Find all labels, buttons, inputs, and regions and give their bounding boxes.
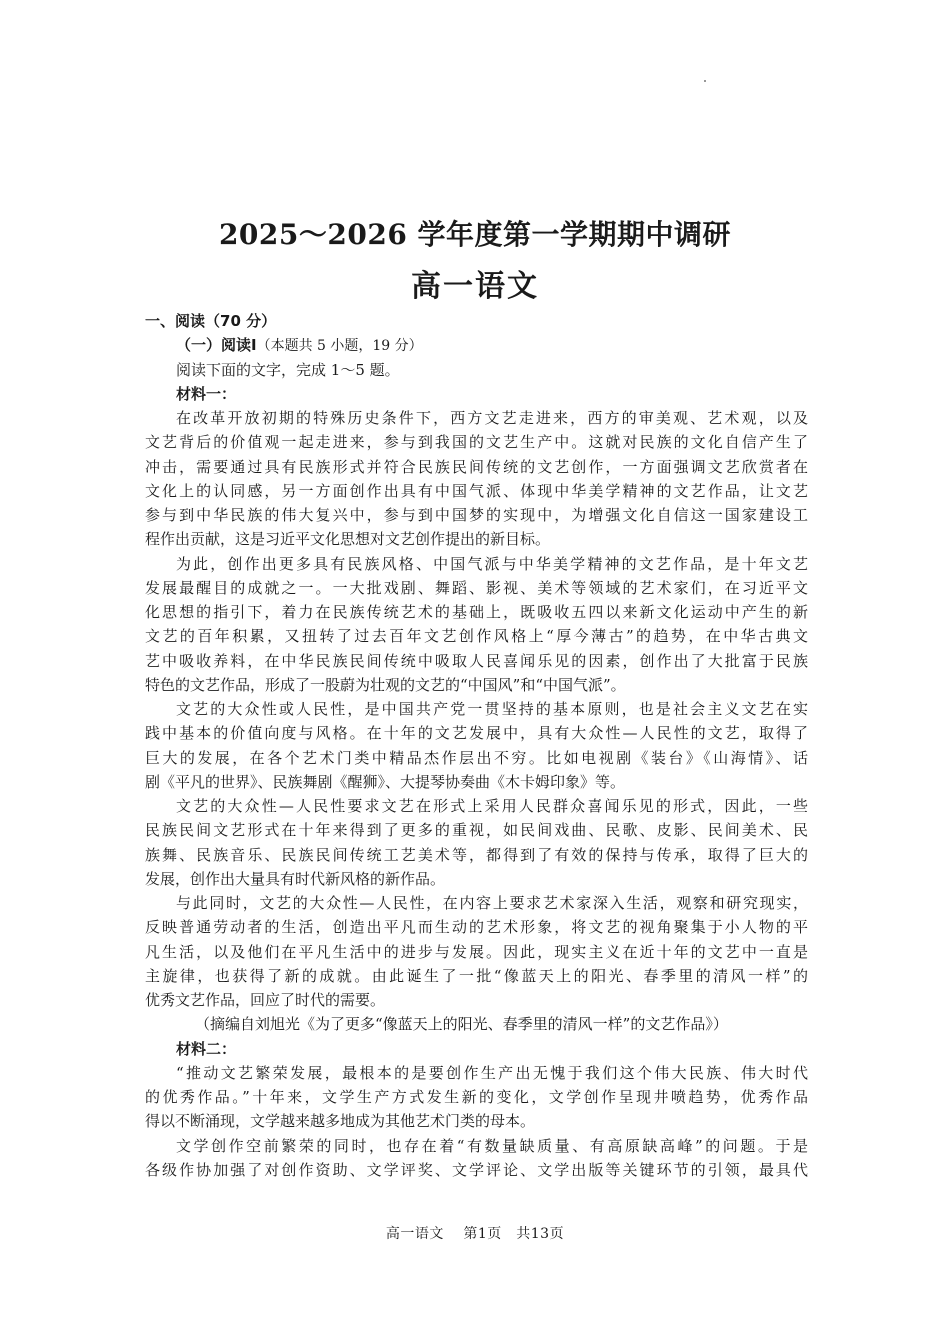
text-line: 参与到中华民族的伟大复兴中，参与到中国梦的实现中，为增强文化自信这一国家建设工 — [145, 506, 808, 524]
section-heading: 一、阅读（70 分） — [145, 312, 277, 330]
instruction: 阅读下面的文字，完成 1～5 题。 — [176, 360, 400, 379]
text-line: 的优秀作品。”十年来，文学生产方式发生新的变化，文学创作呈现井喷趋势，优秀作品 — [145, 1088, 808, 1106]
text-line: 各级作协加强了对创作资助、文学评奖、文学评论、文学出版等关键环节的引领，最具代 — [145, 1160, 808, 1179]
text-line: 发展，创作出大量具有时代新风格的新作品。 — [145, 869, 446, 888]
text-line: 与此同时，文艺的大众性—人民性，在内容上要求艺术家深入生活，观察和研究现实， — [176, 894, 808, 912]
text-line: 冲击，需要通过具有民族形式并符合民族民间传统的文艺创作，一方面强调文艺欣赏者在 — [145, 457, 808, 476]
part-heading — [145, 333, 808, 357]
text-line: 凡生活，以及他们在平凡生活中的进步与发展。因此，现实主义在近十年的文艺中一直是 — [145, 942, 808, 961]
text-line: 特色的文艺作品，形成了一股蔚为壮观的文艺的“中国风”和“中国气派”。 — [145, 675, 626, 694]
scan-speck — [704, 80, 706, 82]
material-one-label: 材料一： — [176, 384, 237, 403]
text-line: “推动文艺繁荣发展，最根本的是要创作生产出无愧于我们这个伟大民族、伟大时代 — [176, 1063, 808, 1082]
part-note: （本题共 5 小题，19 分） — [256, 338, 423, 355]
text-line: 族舞、民族音乐、民族民间传统工艺美术等，都得到了有效的保持与传承，取得了巨大的 — [145, 845, 808, 864]
text-line: 艺中吸收养料，在中华民族民间传统中吸取人民喜闻乐见的因素，创作出了大批富于民族 — [145, 651, 808, 670]
subject-title: 高一语文 — [411, 269, 539, 304]
text-line: 主旋律，也获得了新的成就。由此诞生了一批“像蓝天上的阳光、春季里的清风一样”的 — [145, 966, 808, 985]
text-line: 优秀文艺作品，回应了时代的需要。 — [145, 991, 386, 1009]
text-line: 化思想的指引下，着力在民族传统艺术的基础上，既吸收五四以来新文化运动中产生的新 — [145, 603, 808, 621]
text-line: 文艺背后的价值观一起走进来，参与到我国的文艺生产中。这就对民族的文化自信产生了 — [145, 433, 808, 452]
text-line: 文化上的认同感，另一方面创作出具有中国气派、体现中华美学精神的文艺作品，让文艺 — [145, 481, 808, 500]
text-line: 在改革开放初期的特殊历史条件下，西方文艺走进来，西方的审美观、艺术观，以及 — [176, 409, 808, 427]
exam-title: 2025～2026 学年度第一学期期中调研 — [218, 218, 732, 251]
text-line: 程作出贡献，这是习近平文化思想对文艺创作提出的新目标。 — [145, 530, 551, 549]
text-line: 为此，创作出更多具有民族风格、中国气派与中华美学精神的文艺作品，是十年文艺 — [176, 554, 808, 573]
text-line: 文艺的大众性—人民性要求文艺在形式上采用人民群众喜闻乐见的形式，因此，一些 — [176, 797, 808, 815]
text-line: 得以不断涌现，文学越来越多地成为其他艺术门类的母本。 — [145, 1112, 536, 1131]
text-line: 反映普通劳动者的生活，创造出平凡而生动的艺术形象，将文艺的视角聚集于小人物的平 — [145, 918, 808, 937]
page-footer: 高一语文 第1页 共13页 — [385, 1226, 565, 1242]
text-line: 巨大的发展，在各个艺术门类中精品杰作层出不穷。比如电视剧《装台》《山海情》、话 — [145, 748, 808, 767]
text-line: 文艺的百年积累，又扭转了过去百年文艺创作风格上“厚今薄古”的趋势，在中华古典文 — [145, 627, 808, 646]
text-line: 发展最醒目的成就之一。一大批戏剧、舞蹈、影视、美术等领域的艺术家们，在习近平文 — [145, 578, 808, 597]
text-line: 践中基本的价值向度与风格。在十年的文艺发展中，具有大众性—人民性的文艺，取得了 — [145, 724, 808, 743]
material-one-source: （摘编自刘旭光《为了更多“像蓝天上的阳光、春季里的清风一样”的文艺作品》） — [195, 1015, 728, 1034]
exam-content — [145, 309, 808, 1182]
text-line: 民族民间文艺形式在十年来得到了更多的重视，如民间戏曲、民歌、皮影、民间美术、民 — [145, 821, 808, 840]
material-two-label: 材料二： — [176, 1039, 237, 1058]
part-title: （一）阅读Ⅰ — [176, 336, 257, 355]
text-line: 剧《平凡的世界》、民族舞剧《醒狮》、大提琴协奏曲《木卡姆印象》等。 — [145, 772, 626, 791]
text-line: 文学创作空前繁荣的同时，也存在着“有数量缺质量、有高原缺高峰”的问题。于是 — [176, 1136, 808, 1155]
text-line: 文艺的大众性或人民性，是中国共产党一贯坚持的基本原则，也是社会主义文艺在实 — [176, 700, 808, 718]
